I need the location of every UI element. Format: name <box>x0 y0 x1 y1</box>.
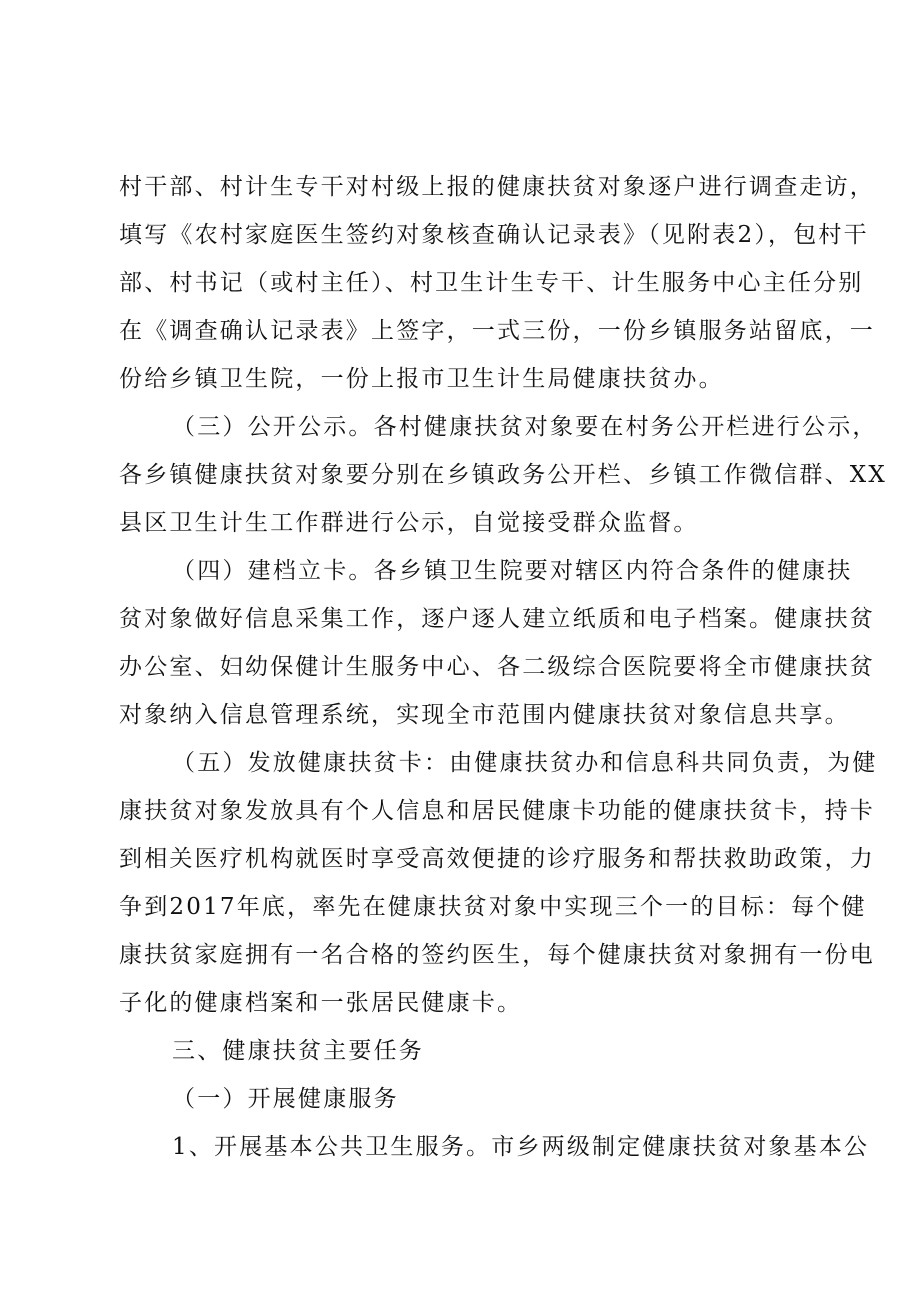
text-line: 村干部、村计生专干对村级上报的健康扶贫对象逐户进行调查走访， <box>119 174 875 200</box>
text-line: 康扶贫家庭拥有一名合格的签约医生，每个健康扶贫对象拥有一份电 <box>119 942 875 968</box>
section-heading-5: （五）发放健康扶贫卡：由健康扶贫办和信息科共同负责，为健 <box>172 750 878 776</box>
subsection-title: （一）开展健康服务 <box>172 1086 399 1112</box>
text-line: 填写《农村家庭医生签约对象核查确认记录表》（见附表2），包村干 <box>119 222 869 248</box>
text-line: 子化的健康档案和一张居民健康卡。 <box>119 990 523 1016</box>
text-line: 对象纳入信息管理系统，实现全市范围内健康扶贫对象信息共享。 <box>119 702 850 728</box>
text-line: 各乡镇健康扶贫对象要分别在乡镇政务公开栏、乡镇工作微信群、XX <box>119 462 887 488</box>
text-line: 在《调查确认记录表》上签字，一式三份，一份乡镇服务站留底，一 <box>119 318 875 344</box>
section-heading-4: （四）建档立卡。各乡镇卫生院要对辖区内符合条件的健康扶 <box>172 558 853 584</box>
text-line: 争到2017年底，率先在健康扶贫对象中实现三个一的目标：每个健 <box>119 894 867 920</box>
numbered-item: 1、开展基本公共卫生服务。市乡两级制定健康扶贫对象基本公 <box>172 1134 870 1160</box>
text-line: 办公室、妇幼保健计生服务中心、各二级综合医院要将全市健康扶贫 <box>119 654 875 680</box>
major-section-title: 三、健康扶贫主要任务 <box>172 1038 424 1064</box>
text-line: 贫对象做好信息采集工作，逐户逐人建立纸质和电子档案。健康扶贫 <box>119 606 875 632</box>
text-line: 部、村书记（或村主任）、村卫生计生专干、计生服务中心主任分别 <box>119 270 864 296</box>
text-line: 份给乡镇卫生院，一份上报市卫生计生局健康扶贫办。 <box>119 366 724 392</box>
text-line: 县区卫生计生工作群进行公示，自觉接受群众监督。 <box>119 510 699 536</box>
text-line: 康扶贫对象发放具有个人信息和居民健康卡功能的健康扶贫卡，持卡 <box>119 798 875 824</box>
section-heading-3: （三）公开公示。各村健康扶贫对象要在村务公开栏进行公示， <box>172 414 878 440</box>
text-line: 到相关医疗机构就医时享受高效便捷的诊疗服务和帮扶救助政策，力 <box>119 846 875 872</box>
